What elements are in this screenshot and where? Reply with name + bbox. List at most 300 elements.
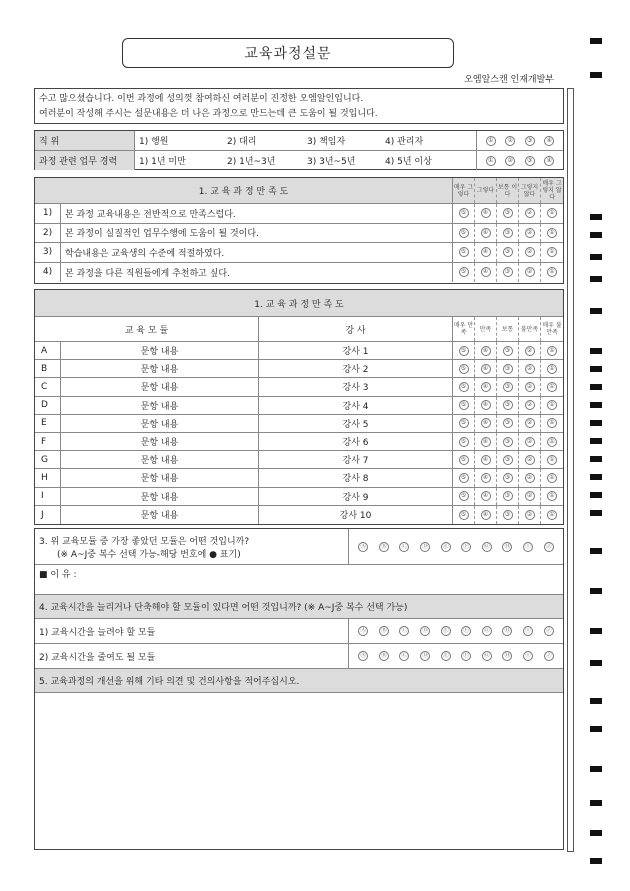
answer-bubble[interactable]: ⑤ — [459, 491, 469, 501]
module-teacher: 강사 7 — [259, 451, 453, 468]
answer-bubble[interactable]: ① — [547, 400, 557, 410]
q4-question: 4. 교육시간을 늘리거나 단축해야 할 모듈이 있다면 어떤 것입니까? (※ A~J중 복수 선택 가능) — [39, 603, 408, 613]
answer-cell — [475, 488, 497, 505]
answer-bubble[interactable]: ② — [505, 156, 515, 166]
module-content: 문항 내용 — [61, 433, 259, 450]
answer-cell — [497, 488, 519, 505]
answer-bubble[interactable]: ① — [547, 208, 557, 218]
experience-label: 과정 관련 업무 경력 — [35, 151, 135, 170]
answer-cell — [519, 506, 541, 524]
module-row — [35, 433, 563, 451]
letter-bubble[interactable]: Ⓐ — [360, 627, 367, 634]
experience-option-2: 2) 1년~3년 — [227, 157, 276, 167]
timing-mark — [590, 420, 602, 426]
experience-option-1: 1) 1년 미만 — [139, 157, 186, 167]
answer-bubble[interactable]: ② — [525, 382, 535, 392]
scale-label: 매우 그렇다 — [453, 178, 475, 203]
letter-bubble[interactable]: Ⓘ — [525, 542, 532, 550]
answer-cell — [497, 451, 519, 468]
satisfaction-item-row — [35, 224, 563, 244]
module-row — [35, 415, 563, 433]
letter-bubble[interactable]: Ⓙ — [545, 542, 552, 550]
answer-bubble[interactable]: ④ — [481, 473, 491, 483]
answer-bubble[interactable]: ⑤ — [459, 510, 469, 520]
letter-bubble[interactable]: Ⓗ — [504, 542, 511, 550]
module-teacher: 강사 8 — [259, 469, 453, 486]
answer-bubble[interactable]: ④ — [544, 136, 554, 146]
module-letter: H — [35, 469, 61, 486]
item-text: 본 과정이 실질적인 업무수행에 도움이 될 것이다. — [61, 224, 453, 243]
position-option-1: 1) 행원 — [139, 137, 169, 147]
answer-bubble[interactable]: ② — [505, 136, 515, 146]
answer-cell — [453, 378, 475, 395]
answer-bubble[interactable]: ② — [525, 228, 535, 238]
questions-section — [34, 528, 564, 850]
answer-cell — [541, 243, 563, 262]
module-teacher: 강사 5 — [259, 415, 453, 432]
timing-mark — [590, 474, 602, 480]
letter-bubble[interactable]: Ⓔ — [442, 652, 449, 659]
timing-mark — [590, 858, 602, 864]
q4-item-1-label: 1) 교육시간을 늘려야 할 모듈 — [35, 619, 349, 643]
module-content: 문항 내용 — [61, 451, 259, 468]
answer-cell — [541, 397, 563, 414]
answer-bubble[interactable]: ② — [525, 346, 535, 356]
satisfaction-item-row — [35, 204, 563, 224]
answer-bubble[interactable]: ① — [547, 418, 557, 428]
module-letter: C — [35, 378, 61, 395]
timing-mark — [590, 588, 602, 594]
answer-cell — [475, 263, 497, 283]
letter-bubble[interactable]: Ⓗ — [504, 652, 511, 659]
answer-cell — [475, 433, 497, 450]
q3-reason-label: ■ 이 유 : — [39, 570, 77, 580]
answer-bubble[interactable]: ② — [525, 208, 535, 218]
timing-mark — [590, 548, 602, 554]
answer-bubble[interactable]: ⑤ — [459, 418, 469, 428]
letter-bubble[interactable]: Ⓓ — [422, 542, 429, 550]
answer-cell — [497, 204, 519, 223]
timing-mark — [590, 830, 602, 836]
answer-cell — [541, 360, 563, 377]
item-text: 본 과정을 다른 직원들에게 추천하고 싶다. — [61, 263, 453, 283]
answer-cell — [497, 342, 519, 359]
answer-bubble[interactable]: ① — [547, 247, 557, 257]
timing-mark — [590, 72, 602, 78]
module-letter: I — [35, 488, 61, 505]
profile-row-experience — [35, 151, 563, 170]
answer-cell — [453, 469, 475, 486]
answer-cell — [541, 506, 563, 524]
answer-cell — [453, 224, 475, 243]
answer-cell — [541, 342, 563, 359]
experience-option-3: 3) 3년~5년 — [307, 157, 356, 167]
letter-bubble[interactable]: Ⓙ — [545, 652, 552, 659]
answer-bubble[interactable]: ③ — [503, 267, 513, 277]
scale-label: 그렇다 — [475, 178, 497, 203]
answer-bubble[interactable]: ③ — [525, 136, 535, 146]
answer-cell — [519, 397, 541, 414]
timing-mark — [590, 276, 602, 282]
scale-label: 불만족 — [519, 317, 541, 341]
satisfaction-item-row — [35, 263, 563, 283]
answer-cell — [519, 243, 541, 262]
margin-rail — [567, 88, 574, 852]
item-number: 4) — [35, 263, 61, 283]
answer-bubble[interactable]: ⑤ — [459, 437, 469, 447]
answer-cell — [453, 263, 475, 283]
timing-mark — [590, 348, 602, 354]
module-row — [35, 360, 563, 378]
letter-bubble[interactable]: Ⓑ — [380, 542, 387, 550]
answer-bubble[interactable]: ⑤ — [459, 473, 469, 483]
answer-cell — [519, 469, 541, 486]
answer-bubble[interactable]: ② — [525, 267, 535, 277]
q4-item-2-row — [35, 644, 563, 669]
experience-options — [135, 151, 477, 170]
profile-row-position — [35, 131, 563, 151]
q3-line-1: 3. 위 교육모듈 중 가장 좋았던 모듈은 어떤 것입니까? — [39, 536, 250, 547]
module-content: 문항 내용 — [61, 506, 259, 524]
q3-answer-cell — [349, 529, 563, 564]
module-content: 문항 내용 — [61, 415, 259, 432]
answer-bubble[interactable]: ③ — [503, 382, 513, 392]
answer-bubble[interactable]: ① — [486, 156, 496, 166]
module-teacher: 강사 10 — [259, 506, 453, 524]
scale-label: 매우 그렇지 않다 — [542, 180, 562, 201]
answer-bubble[interactable]: ③ — [503, 247, 513, 257]
answer-bubble[interactable]: ④ — [481, 400, 491, 410]
answer-bubble[interactable]: ② — [525, 437, 535, 447]
module-row — [35, 342, 563, 360]
letter-bubble[interactable]: Ⓒ — [401, 652, 408, 659]
answer-bubble[interactable]: ③ — [503, 208, 513, 218]
module-row — [35, 451, 563, 469]
module-column-label: 교 육 모 듈 — [35, 317, 259, 341]
answer-cell — [453, 360, 475, 377]
module-row — [35, 397, 563, 415]
answer-bubble[interactable]: ⑤ — [459, 364, 469, 374]
answer-cell — [475, 224, 497, 243]
module-section-title: 1. 교 육 과 정 만 족 도 — [254, 299, 344, 310]
module-content: 문항 내용 — [61, 342, 259, 359]
letter-bubble[interactable]: Ⓓ — [422, 627, 429, 634]
answer-bubble[interactable]: ① — [547, 228, 557, 238]
answer-bubble[interactable]: ③ — [503, 228, 513, 238]
answer-cell — [453, 342, 475, 359]
module-content: 문항 내용 — [61, 378, 259, 395]
q3-row — [35, 529, 563, 565]
answer-bubble[interactable]: ④ — [481, 418, 491, 428]
letter-bubble[interactable]: Ⓖ — [483, 542, 490, 550]
answer-cell — [475, 360, 497, 377]
timing-mark — [590, 766, 602, 772]
q5-header-row — [35, 669, 563, 693]
answer-cell — [453, 243, 475, 262]
position-options — [135, 131, 477, 150]
answer-cell — [519, 378, 541, 395]
module-letter: J — [35, 506, 61, 524]
answer-cell — [541, 263, 563, 283]
letter-bubble[interactable]: Ⓑ — [380, 652, 387, 659]
position-option-3: 3) 책임자 — [307, 137, 346, 147]
answer-bubble[interactable]: ④ — [481, 455, 491, 465]
letter-bubble[interactable]: Ⓕ — [463, 542, 470, 550]
answer-cell — [497, 360, 519, 377]
module-content: 문항 내용 — [61, 360, 259, 377]
answer-cell — [541, 224, 563, 243]
answer-cell — [475, 415, 497, 432]
answer-cell — [453, 488, 475, 505]
timing-mark — [590, 232, 602, 238]
answer-cell — [497, 224, 519, 243]
answer-bubble[interactable]: ① — [547, 437, 557, 447]
module-teacher: 강사 1 — [259, 342, 453, 359]
answer-bubble[interactable]: ① — [486, 136, 496, 146]
position-label: 직 위 — [35, 131, 135, 150]
timing-mark — [590, 456, 602, 462]
module-section-header — [35, 290, 563, 317]
answer-cell — [497, 243, 519, 262]
scale-label: 보통 이다 — [497, 178, 519, 203]
answer-bubble[interactable]: ③ — [503, 437, 513, 447]
timing-mark — [590, 628, 602, 634]
q5-answer-area[interactable] — [35, 693, 563, 843]
item-text: 학습내용은 교육생의 수준에 적절하였다. — [61, 243, 453, 262]
module-row — [35, 378, 563, 396]
timing-mark — [590, 214, 602, 220]
answer-cell — [541, 469, 563, 486]
module-letter: D — [35, 397, 61, 414]
answer-cell — [497, 378, 519, 395]
module-teacher: 강사 3 — [259, 378, 453, 395]
answer-bubble[interactable]: ② — [525, 247, 535, 257]
answer-bubble[interactable]: ① — [547, 382, 557, 392]
position-answer-cell — [477, 131, 563, 150]
q4-header-row — [35, 595, 563, 619]
letter-bubble[interactable]: Ⓖ — [483, 627, 490, 634]
answer-bubble[interactable]: ⑤ — [459, 208, 469, 218]
answer-bubble[interactable]: ② — [525, 400, 535, 410]
answer-bubble[interactable]: ④ — [481, 346, 491, 356]
answer-bubble[interactable]: ④ — [544, 156, 554, 166]
answer-cell — [497, 506, 519, 524]
answer-bubble[interactable]: ⑤ — [459, 455, 469, 465]
letter-bubble[interactable]: Ⓕ — [463, 652, 470, 659]
answer-cell — [541, 204, 563, 223]
answer-cell — [475, 397, 497, 414]
answer-cell — [497, 263, 519, 283]
answer-bubble[interactable]: ④ — [481, 491, 491, 501]
timing-mark — [590, 660, 602, 666]
q4-item-1-row — [35, 619, 563, 644]
teacher-column-label: 강 사 — [259, 317, 453, 341]
answer-bubble[interactable]: ④ — [481, 510, 491, 520]
answer-bubble[interactable]: ⑤ — [459, 346, 469, 356]
answer-cell — [519, 224, 541, 243]
timing-mark — [590, 726, 602, 732]
module-row — [35, 488, 563, 506]
answer-cell — [475, 378, 497, 395]
letter-bubble[interactable]: Ⓒ — [401, 542, 408, 550]
answer-cell — [541, 378, 563, 395]
profile-section — [34, 130, 564, 170]
timing-mark — [590, 384, 602, 390]
timing-mark — [590, 698, 602, 704]
answer-bubble[interactable]: ⑤ — [459, 247, 469, 257]
letter-bubble[interactable]: Ⓐ — [360, 652, 367, 659]
answer-bubble[interactable]: ④ — [481, 364, 491, 374]
answer-cell — [453, 204, 475, 223]
letter-bubble[interactable]: Ⓘ — [525, 627, 532, 634]
answer-cell — [475, 469, 497, 486]
answer-cell — [519, 360, 541, 377]
answer-cell — [475, 243, 497, 262]
answer-cell — [497, 433, 519, 450]
answer-bubble[interactable]: ③ — [503, 364, 513, 374]
answer-bubble[interactable]: ④ — [481, 208, 491, 218]
satisfaction-section — [34, 177, 564, 284]
answer-cell — [519, 342, 541, 359]
answer-bubble[interactable]: ③ — [503, 455, 513, 465]
letter-bubble[interactable]: Ⓔ — [442, 627, 449, 634]
answer-bubble[interactable]: ⑤ — [459, 400, 469, 410]
q4-item-1-answer — [349, 619, 563, 643]
intro-line-2: 여러분이 작성해 주시는 설문내용은 더 나은 과정으로 만드는데 큰 도움이 될 것입니다. — [39, 109, 378, 119]
timing-mark — [590, 438, 602, 444]
answer-bubble[interactable]: ③ — [503, 491, 513, 501]
answer-bubble[interactable]: ① — [547, 455, 557, 465]
scale-label: 매우 불만족 — [542, 322, 562, 336]
answer-bubble[interactable]: ③ — [503, 346, 513, 356]
letter-bubble[interactable]: Ⓓ — [422, 652, 429, 659]
timing-mark — [590, 402, 602, 408]
letter-bubble[interactable]: Ⓐ — [360, 542, 367, 550]
answer-bubble[interactable]: ④ — [481, 382, 491, 392]
answer-bubble[interactable]: ⑤ — [459, 228, 469, 238]
answer-cell — [541, 488, 563, 505]
answer-bubble[interactable]: ④ — [481, 247, 491, 257]
letter-bubble[interactable]: Ⓔ — [442, 542, 449, 550]
answer-bubble[interactable]: ③ — [503, 473, 513, 483]
module-teacher: 강사 6 — [259, 433, 453, 450]
answer-bubble[interactable]: ② — [525, 510, 535, 520]
module-section — [34, 289, 564, 525]
letter-bubble[interactable]: Ⓒ — [401, 627, 408, 634]
module-column-header — [35, 317, 563, 342]
answer-cell — [453, 415, 475, 432]
timing-mark — [590, 366, 602, 372]
answer-bubble[interactable]: ④ — [481, 267, 491, 277]
answer-bubble[interactable]: ③ — [503, 400, 513, 410]
module-letter: F — [35, 433, 61, 450]
letter-bubble[interactable]: Ⓖ — [483, 652, 490, 659]
answer-bubble[interactable]: ④ — [481, 228, 491, 238]
scale-label: 그렇지 않다 — [519, 178, 541, 203]
answer-bubble[interactable]: ③ — [503, 418, 513, 428]
satisfaction-item-row — [35, 243, 563, 263]
position-option-4: 4) 관리자 — [385, 137, 424, 147]
timing-mark — [590, 800, 602, 806]
module-teacher: 강사 9 — [259, 488, 453, 505]
module-letter: G — [35, 451, 61, 468]
module-letter: B — [35, 360, 61, 377]
answer-cell — [497, 469, 519, 486]
timing-mark — [590, 254, 602, 260]
q4-item-2-answer — [349, 644, 563, 668]
timing-mark — [590, 510, 602, 516]
letter-bubble[interactable]: Ⓕ — [463, 627, 470, 634]
answer-cell — [453, 433, 475, 450]
q5-question: 5. 교육과정의 개선을 위해 기타 의견 및 건의사항을 적어주십시오. — [39, 677, 300, 687]
answer-bubble[interactable]: ③ — [525, 156, 535, 166]
answer-cell — [497, 397, 519, 414]
survey-title: 교육과정설문 — [122, 38, 454, 68]
letter-bubble[interactable]: Ⓗ — [504, 627, 511, 634]
answer-cell — [475, 342, 497, 359]
letter-bubble[interactable]: Ⓑ — [380, 627, 387, 634]
answer-bubble[interactable]: ⑤ — [459, 267, 469, 277]
answer-bubble[interactable]: ② — [525, 491, 535, 501]
answer-cell — [453, 397, 475, 414]
answer-bubble[interactable]: ① — [547, 346, 557, 356]
answer-cell — [541, 433, 563, 450]
answer-bubble[interactable]: ⑤ — [459, 382, 469, 392]
item-text: 본 과정 교육내용은 전반적으로 만족스럽다. — [61, 204, 453, 223]
answer-cell — [541, 415, 563, 432]
item-number: 2) — [35, 224, 61, 243]
answer-bubble[interactable]: ③ — [503, 510, 513, 520]
module-teacher: 강사 4 — [259, 397, 453, 414]
satisfaction-header — [35, 178, 563, 204]
scale-label: 만족 — [475, 317, 497, 341]
answer-bubble[interactable]: ② — [525, 455, 535, 465]
answer-bubble[interactable]: ② — [525, 364, 535, 374]
timing-mark — [590, 492, 602, 498]
answer-bubble[interactable]: ① — [547, 473, 557, 483]
answer-cell — [453, 451, 475, 468]
answer-cell — [453, 506, 475, 524]
letter-bubble[interactable]: Ⓙ — [545, 627, 552, 634]
item-number: 1) — [35, 204, 61, 223]
timing-mark — [590, 308, 602, 314]
module-content: 문항 내용 — [61, 397, 259, 414]
answer-bubble[interactable]: ④ — [481, 437, 491, 447]
scale-label: 보통 — [497, 317, 519, 341]
answer-bubble[interactable]: ② — [525, 418, 535, 428]
q3-line-2: (※ A~J중 복수 선택 가능-해당 번호에 ● 표기) — [57, 549, 241, 560]
answer-bubble[interactable]: ② — [525, 473, 535, 483]
satisfaction-title: 1. 교 육 과 정 만 족 도 — [35, 178, 453, 203]
answer-cell — [497, 415, 519, 432]
answer-bubble[interactable]: ① — [547, 491, 557, 501]
module-content: 문항 내용 — [61, 469, 259, 486]
answer-bubble[interactable]: ① — [547, 267, 557, 277]
intro-box — [34, 88, 564, 124]
answer-cell — [519, 415, 541, 432]
answer-cell — [541, 451, 563, 468]
module-teacher: 강사 2 — [259, 360, 453, 377]
answer-bubble[interactable]: ① — [547, 510, 557, 520]
answer-cell — [519, 263, 541, 283]
organization-name: 오엠알스캔 인재개발부 — [464, 75, 554, 85]
answer-bubble[interactable]: ① — [547, 364, 557, 374]
letter-bubble[interactable]: Ⓘ — [525, 652, 532, 659]
q3-question — [35, 529, 349, 564]
answer-cell — [475, 506, 497, 524]
q4-item-2-label: 2) 교육시간을 줄여도 될 모듈 — [35, 644, 349, 668]
experience-option-4: 4) 5년 이상 — [385, 157, 432, 167]
